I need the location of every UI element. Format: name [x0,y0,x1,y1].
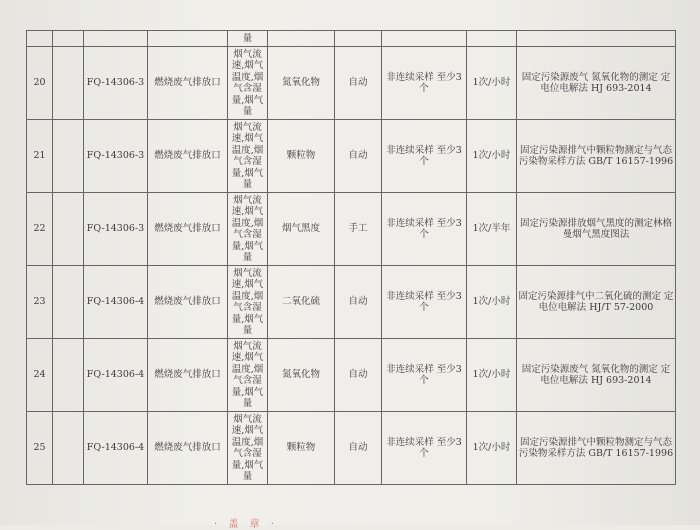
cell-pollutant: 氮氧化物 [268,339,335,412]
cell-sampling: 非连续采样 至少3个 [382,47,467,120]
cell-mode: 自动 [335,47,382,120]
cell-method: 固定污染源排气中二氧化硫的测定 定电位电解法 HJ/T 57-2000 [517,266,676,339]
cell-outlet: 燃烧废气排放口 [148,47,228,120]
table-row [27,193,676,266]
cell-method: 固定污染源排气中颗粒物测定与气态污染物采样方法 GB/T 16157-1996 [517,120,676,193]
cell-method: 固定污染源废气 氮氧化物的测定 定电位电解法 HJ 693-2014 [517,339,676,412]
cell-pollutant [268,31,335,47]
cell-pollutant: 烟气黑度 [268,193,335,266]
cell-no: 25 [27,412,53,485]
cell-frequency: 1次/小时 [467,120,517,193]
cell-sampling: 非连续采样 至少3个 [382,412,467,485]
cell-params: 烟气流速,烟气温度,烟气含湿量,烟气量 [228,47,268,120]
cell-blank [53,339,84,412]
cell-mode: 手工 [335,193,382,266]
cell-frequency: 1次/小时 [467,47,517,120]
cell-outlet: 燃烧废气排放口 [148,120,228,193]
cell-params: 量 [228,31,268,47]
cell-blank [53,266,84,339]
table-row [27,339,676,412]
monitoring-table [26,30,676,485]
cell-method: 固定污染源排放烟气黑度的测定林格曼烟气黑度图法 [517,193,676,266]
cell-frequency [467,31,517,47]
cell-sampling: 非连续采样 至少3个 [382,193,467,266]
cell-code: FQ-14306-4 [84,339,148,412]
cell-no [27,31,53,47]
cell-no: 22 [27,193,53,266]
cell-frequency: 1次/小时 [467,266,517,339]
cell-code: FQ-14306-3 [84,120,148,193]
cell-mode: 自动 [335,120,382,193]
cell-method: 固定污染源废气 氮氧化物的测定 定电位电解法 HJ 693-2014 [517,47,676,120]
cell-params: 烟气流速,烟气温度,烟气含湿量,烟气量 [228,339,268,412]
cell-no: 21 [27,120,53,193]
cell-code: FQ-14306-4 [84,266,148,339]
cell-no: 23 [27,266,53,339]
cell-code [84,31,148,47]
cell-pollutant: 二氧化硫 [268,266,335,339]
cell-code: FQ-14306-3 [84,193,148,266]
cell-sampling [382,31,467,47]
cell-pollutant: 颗粒物 [268,120,335,193]
cell-frequency: 1次/小时 [467,339,517,412]
table-row [27,47,676,120]
cell-blank [53,31,84,47]
cell-mode: 自动 [335,339,382,412]
cell-outlet: 燃烧废气排放口 [148,339,228,412]
cell-outlet: 燃烧废气排放口 [148,412,228,485]
cell-sampling: 非连续采样 至少3个 [382,339,467,412]
cell-mode: 自动 [335,412,382,485]
cell-blank [53,120,84,193]
table-row [27,266,676,339]
cell-outlet: 燃烧废气排放口 [148,266,228,339]
cell-mode [335,31,382,47]
cell-params: 烟气流速,烟气温度,烟气含湿量,烟气量 [228,266,268,339]
cell-frequency: 1次/半年 [467,193,517,266]
cell-blank [53,193,84,266]
cell-params: 烟气流速,烟气温度,烟气含湿量,烟气量 [228,193,268,266]
cell-method: 固定污染源排气中颗粒物测定与气态污染物采样方法 GB/T 16157-1996 [517,412,676,485]
cell-no: 20 [27,47,53,120]
cell-pollutant: 氮氧化物 [268,47,335,120]
cell-outlet: 燃烧废气排放口 [148,193,228,266]
cell-sampling: 非连续采样 至少3个 [382,266,467,339]
cell-mode: 自动 [335,266,382,339]
cell-frequency: 1次/小时 [467,412,517,485]
cell-no: 24 [27,339,53,412]
cell-pollutant: 颗粒物 [268,412,335,485]
table-row [27,120,676,193]
cell-sampling: 非连续采样 至少3个 [382,120,467,193]
cell-code: FQ-14306-3 [84,47,148,120]
cell-outlet [148,31,228,47]
table-row-continued [27,31,676,47]
cell-blank [53,412,84,485]
cell-method [517,31,676,47]
cell-params: 烟气流速,烟气温度,烟气含湿量,烟气量 [228,120,268,193]
cell-code: FQ-14306-4 [84,412,148,485]
cell-params: 烟气流速,烟气温度,烟气含湿量,烟气量 [228,412,268,485]
table-row [27,412,676,485]
cell-blank [53,47,84,120]
stamp-seal: · 盖 章 · [214,519,278,530]
